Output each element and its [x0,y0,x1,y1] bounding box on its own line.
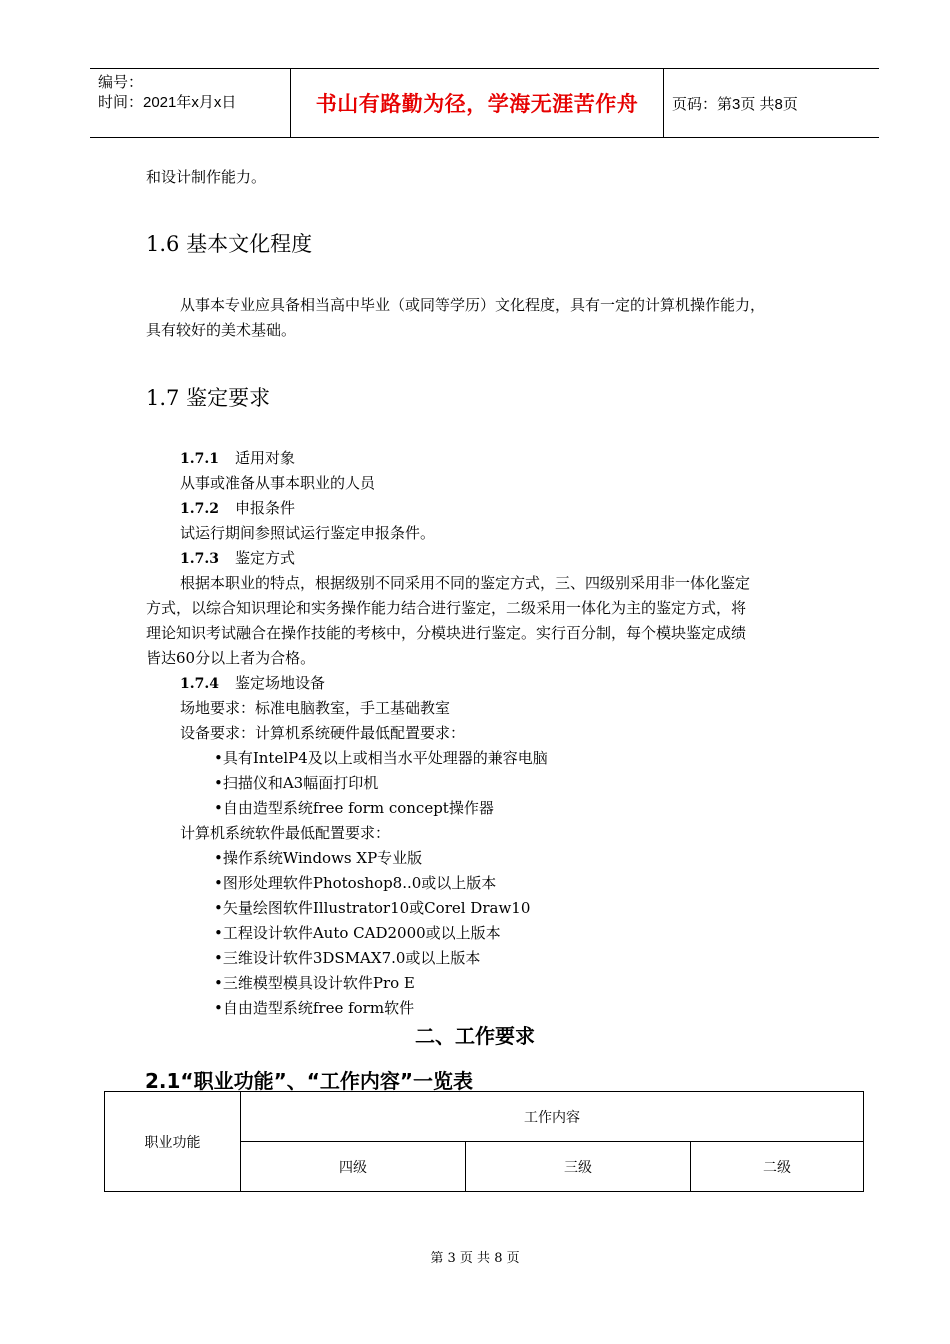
subsection-1-7-1-text: 从事或准备从事本职业的人员 [180,474,376,492]
subsection-number: 1.7.2 [180,501,219,517]
section-1-6-para-line2: 具有较好的美术基础。 [146,321,297,339]
software-item: •操作系统Windows XP专业版 [214,849,423,867]
table-level-4: 四级 [241,1142,466,1192]
subsection-1-7-3-heading [180,546,295,572]
section-1-6-para-line1: 从事本专业应具备相当高中毕业（或同等学历）文化程度，具有一定的计算机操作能力， [180,296,766,314]
subsection-number: 1.7.3 [180,551,219,567]
subsection-1-7-1-heading [180,446,295,472]
carry-over-line: 和设计制作能力。 [146,168,267,186]
subsection-1-7-2-text: 试运行期间参照试运行鉴定申报条件。 [180,524,436,542]
subsection-1-7-3-line2: 方式，以综合知识理论和实务操作能力结合进行鉴定，二级采用一体化为主的鉴定方式，将 [146,599,747,617]
software-item: •自由造型系统free form软件 [214,999,415,1017]
page-footer: 第 3 页 共 8 页 [430,1251,520,1266]
subsection-title: 适用对象 [234,449,295,467]
subsection-1-7-3-line1: 根据本职业的特点，根据级别不同采用不同的鉴定方式，三、四级别采用非一体化鉴定 [180,574,751,592]
page-header [90,68,879,138]
table-level-2: 二级 [691,1142,864,1192]
table-level-3: 三级 [466,1142,691,1192]
software-item: •图形处理软件Photoshop8..0或以上版本 [214,874,497,892]
function-content-table [104,1091,864,1192]
section-1-6-title: 1.6 基本文化程度 [146,232,313,256]
subsection-1-7-3-line4: 皆达60分以上者为合格。 [146,649,316,667]
hardware-item: •扫描仪和A3幅面打印机 [214,774,379,792]
hardware-item: •自由造型系统free form concept操作器 [214,799,494,817]
site-requirement: 场地要求：标准电脑教室，手工基础教室 [180,699,451,717]
subsection-1-7-4-heading [180,671,325,697]
software-requirement-title: 计算机系统软件最低配置要求： [180,824,391,842]
software-item: •三维设计软件3DSMAX7.0或以上版本 [214,949,481,967]
subsection-title: 鉴定场地设备 [234,674,325,692]
subsection-title: 申报条件 [234,499,295,517]
header-left-cell [90,69,291,137]
header-number: 编号： [98,74,144,91]
header-page-cell [672,69,879,137]
subsection-1-7-3-line3: 理论知识考试融合在操作技能的考核中，分模块进行鉴定。实行百分制，每个模块鉴定成绩 [146,624,747,642]
header-motto: 书山有路勤为径，学海无涯苦作舟 [315,93,639,116]
software-item: •三维模型模具设计软件Pro E [214,974,415,992]
hardware-requirement-title: 设备要求：计算机系统硬件最低配置要求： [180,724,466,742]
software-item: •工程设计软件Auto CAD2000或以上版本 [214,924,501,942]
header-motto-cell [291,69,664,137]
table-header-content: 工作内容 [241,1092,864,1142]
hardware-item: •具有IntelP4及以上或相当水平处理器的兼容电脑 [214,749,548,767]
subsection-number: 1.7.4 [180,676,219,692]
header-date: 时间：2021年x月x日 [98,94,237,111]
subsection-1-7-2-heading [180,496,295,522]
table-header-function: 职业功能 [105,1092,241,1192]
header-page-label: 页码：第3页 共8页 [672,95,798,113]
section-1-7-title: 1.7 鉴定要求 [146,386,271,410]
subsection-number: 1.7.1 [180,451,219,467]
software-item: •矢量绘图软件Illustrator10或Corel Draw10 [214,899,531,917]
chapter-2-title: 二、工作要求 [415,1024,535,1048]
subsection-title: 鉴定方式 [234,549,295,567]
section-2-1-title: 2.1“职业功能”、“工作内容”一览表 [145,1069,474,1093]
